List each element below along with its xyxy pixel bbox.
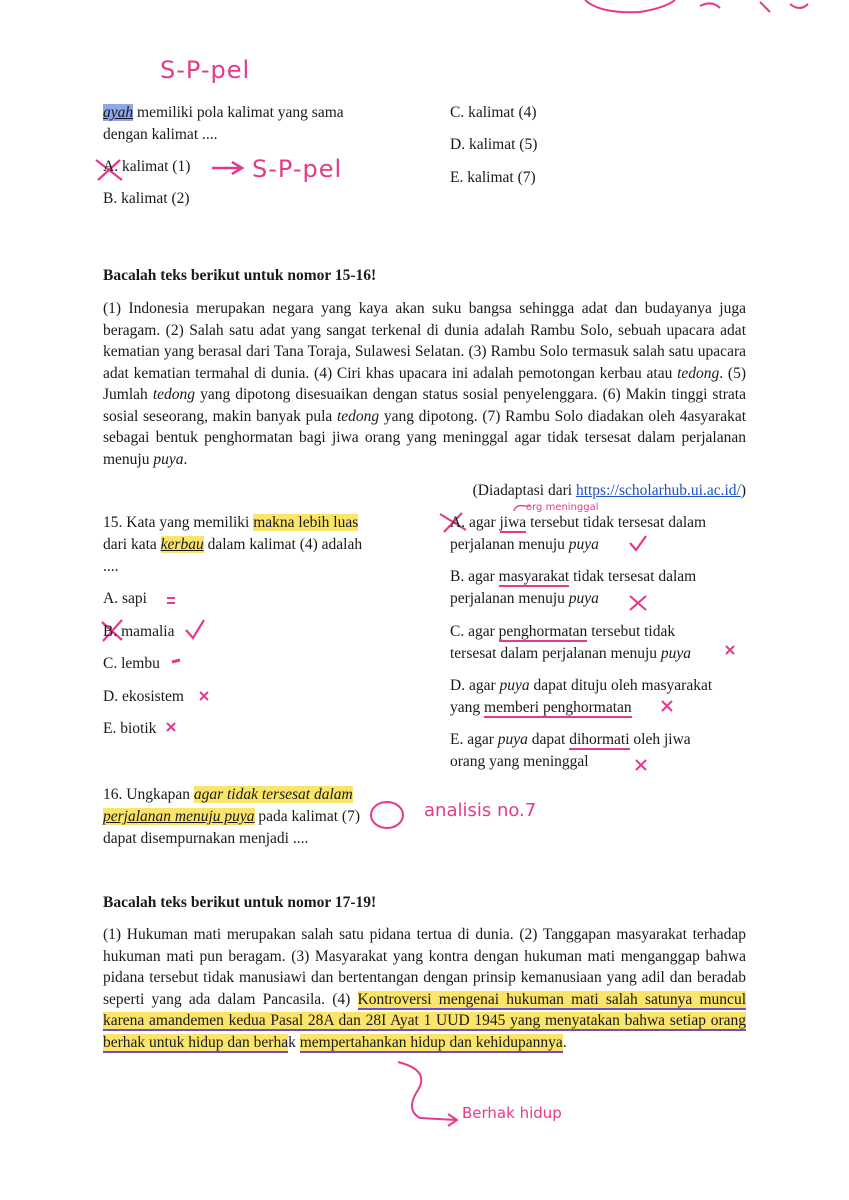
q15-option-c[interactable]: C. lembu	[103, 655, 160, 672]
opt-text: oleh jiwa	[629, 731, 691, 748]
q15-stem	[103, 512, 399, 534]
source-citation	[473, 480, 746, 502]
q16-option-b[interactable]	[450, 566, 746, 588]
opt-keyword: penghormatan	[498, 623, 588, 640]
q16-option-d[interactable]	[450, 675, 746, 697]
q15-option-b[interactable]: B. mamalia	[103, 623, 175, 640]
q15-line2b: dalam kalimat (4) adalah	[203, 536, 363, 553]
scribble-spel-top: S-P-pel	[160, 56, 251, 84]
opt-keyword: masyarakat	[498, 568, 570, 585]
q16-option-c[interactable]	[450, 621, 746, 643]
passage-highlight: Kontroversi mengenai hukuman mati salah satunya muncul karena amandemen kedua Pasal 28A dan 28I Ayat 1 UUD 1945 yang menyatakan bahwa setiap orang berhak untuk hidup dan berha	[103, 990, 746, 1051]
opt-puya: puya	[499, 677, 530, 694]
q16-kalimat-ref: (7)	[341, 808, 360, 825]
note-berhak-hidup: Berhak hidup	[462, 1104, 562, 1122]
reading-passage-rambu-solo	[103, 298, 746, 470]
q15-stem-3: ....	[103, 558, 119, 575]
passage-puya: puya	[153, 450, 184, 468]
q15-highlight-2: kerbau	[160, 536, 204, 553]
passage-part: k	[288, 1033, 296, 1051]
note-analisis: analisis no.7	[424, 800, 537, 821]
passage-end: .	[562, 1033, 567, 1051]
q16-line2b: pada kalimat	[254, 808, 342, 825]
q16-option-d-2	[450, 697, 632, 719]
opt-text: perjalanan menuju	[450, 536, 569, 553]
q14-option-e[interactable]: E. kalimat (7)	[450, 169, 536, 186]
opt-text: B. agar	[450, 568, 499, 585]
opt-text: tersebut tidak tersesat dalam	[526, 514, 707, 531]
opt-text: D. agar	[450, 677, 500, 694]
opt-puya: puya	[568, 536, 599, 553]
source-link[interactable]: https://scholarhub.ui.ac.id/	[575, 482, 741, 499]
section-heading-17-19: Bacalah teks berikut untuk nomor 17-19!	[103, 894, 377, 911]
q16-stem-2	[103, 806, 399, 828]
q15-highlight-1: makna lebih luas	[253, 514, 359, 531]
q14-option-c[interactable]: C. kalimat (4)	[450, 104, 537, 121]
q15-line2a: dari kata	[103, 536, 161, 553]
reading-passage-hukuman-mati	[103, 924, 746, 1053]
passage-tedong: tedong	[677, 364, 720, 382]
q14-stem-2: dengan kalimat ....	[103, 126, 218, 143]
q16-stem-3: dapat disempurnakan menjadi ....	[103, 830, 309, 847]
source-prefix: (Diadaptasi dari	[472, 482, 576, 499]
opt-keyword: memberi penghormatan	[484, 699, 632, 716]
section-heading-15-16: Bacalah teks berikut untuk nomor 15-16!	[103, 267, 377, 284]
opt-text: perjalanan menuju	[450, 590, 569, 607]
q14-option-d[interactable]: D. kalimat (5)	[450, 136, 538, 153]
opt-text: yang	[450, 699, 485, 716]
passage-end: .	[183, 450, 188, 468]
q16-option-e[interactable]	[450, 729, 746, 751]
passage-part: yang dipotong disesuaikan dengan status sosial penyelenggara. (6) Makin tinggi strata sosial seseorang, makin banyak pula	[103, 386, 746, 425]
q15-num: 15. Kata yang memiliki	[103, 514, 254, 531]
opt-keyword: dihormati	[569, 731, 630, 748]
source-suffix: )	[740, 482, 746, 499]
q14-option-b[interactable]: B. kalimat (2)	[103, 190, 190, 207]
passage-highlight-2: mempertahankan hidup dan kehidupannya	[299, 1033, 563, 1051]
q16-option-a-2	[450, 534, 599, 556]
q16-highlight-2: perjalanan menuju puya	[103, 808, 255, 825]
opt-text: tersebut tidak	[587, 623, 676, 640]
passage-part: . (5) Jumlah	[103, 364, 747, 403]
q15-stem-2	[103, 534, 399, 556]
q14-stem	[103, 102, 399, 124]
q16-option-a[interactable]	[450, 512, 746, 534]
q14-stem-rest: memiliki pola kalimat yang sama	[133, 104, 344, 121]
opt-text: tidak tersesat dalam	[569, 568, 697, 585]
passage-part: yang dipotong. (7) Rambu Solo diadakan oleh 4asyarakat sebagai bentuk penghormatan bagi jiwa orang yang meninggal agar tidak tersesat dalam perjalanan menuju	[103, 407, 747, 468]
q16-stem	[103, 784, 399, 806]
q14-option-a[interactable]: A. kalimat (1)	[103, 158, 191, 175]
passage-part: (1) Indonesia merupakan negara yang kaya akan suku bangsa sehingga adat dan budayanya juga beragam. (2) Salah satu adat yang sangat terkenal di dunia adalah Rambu Solo, sebuah upacara adat kematian yang berasal dari Tana Toraja, Sulawesi Selatan. (3) Rambu Solo termasuk salah satu upacara adat kematian termahal di dunia. (4) Ciri khas upacara ini adalah pemotongan kerbau atau	[103, 300, 746, 382]
q14-stem-highlight: ayah	[103, 104, 134, 121]
opt-puya: puya	[568, 590, 599, 607]
q15-option-a[interactable]: A. sapi	[103, 590, 147, 607]
opt-puya: puya	[660, 645, 692, 662]
passage-part: (1) Hukuman mati merupakan salah satu pidana tertua di dunia. (2) Tanggapan masyarakat terhadap hukuman mati pun beragam. (3) Masyarakat yang kontra dengan hukuman mati menganggap bahwa pidana tersebut tidak manusiawi dan bertentangan dengan prinsip kemanusiaan yang adil dan beradab seperti yang ada dalam Pancasila. (4)	[103, 926, 746, 1008]
opt-puya: puya	[497, 731, 528, 748]
q16-option-b-2	[450, 588, 599, 610]
opt-text: A. agar	[450, 514, 500, 531]
opt-text: dapat	[527, 731, 570, 748]
q16-num: 16. Ungkapan	[103, 786, 194, 803]
q16-option-e-2: orang yang meninggal	[450, 753, 589, 770]
passage-tedong: tedong	[152, 386, 196, 403]
opt-text: E. agar	[450, 731, 498, 748]
opt-text: C. agar	[450, 623, 499, 640]
q16-highlight-1: agar tidak tersesat dalam	[193, 786, 353, 803]
passage-tedong: tedong	[336, 407, 380, 425]
q15-option-e[interactable]: E. biotik	[103, 720, 157, 737]
q16-option-c-2	[450, 643, 691, 665]
note-org-meninggal: org meninggal	[526, 502, 599, 513]
opt-text: dapat dituju oleh masyarakat	[529, 677, 713, 694]
opt-text: tersesat dalam perjalanan menuju	[450, 645, 661, 662]
scribble-spel-arrow: S-P-pel	[252, 155, 343, 183]
q15-option-d[interactable]: D. ekosistem	[103, 688, 184, 705]
opt-keyword-jiwa: jiwa	[499, 514, 527, 531]
